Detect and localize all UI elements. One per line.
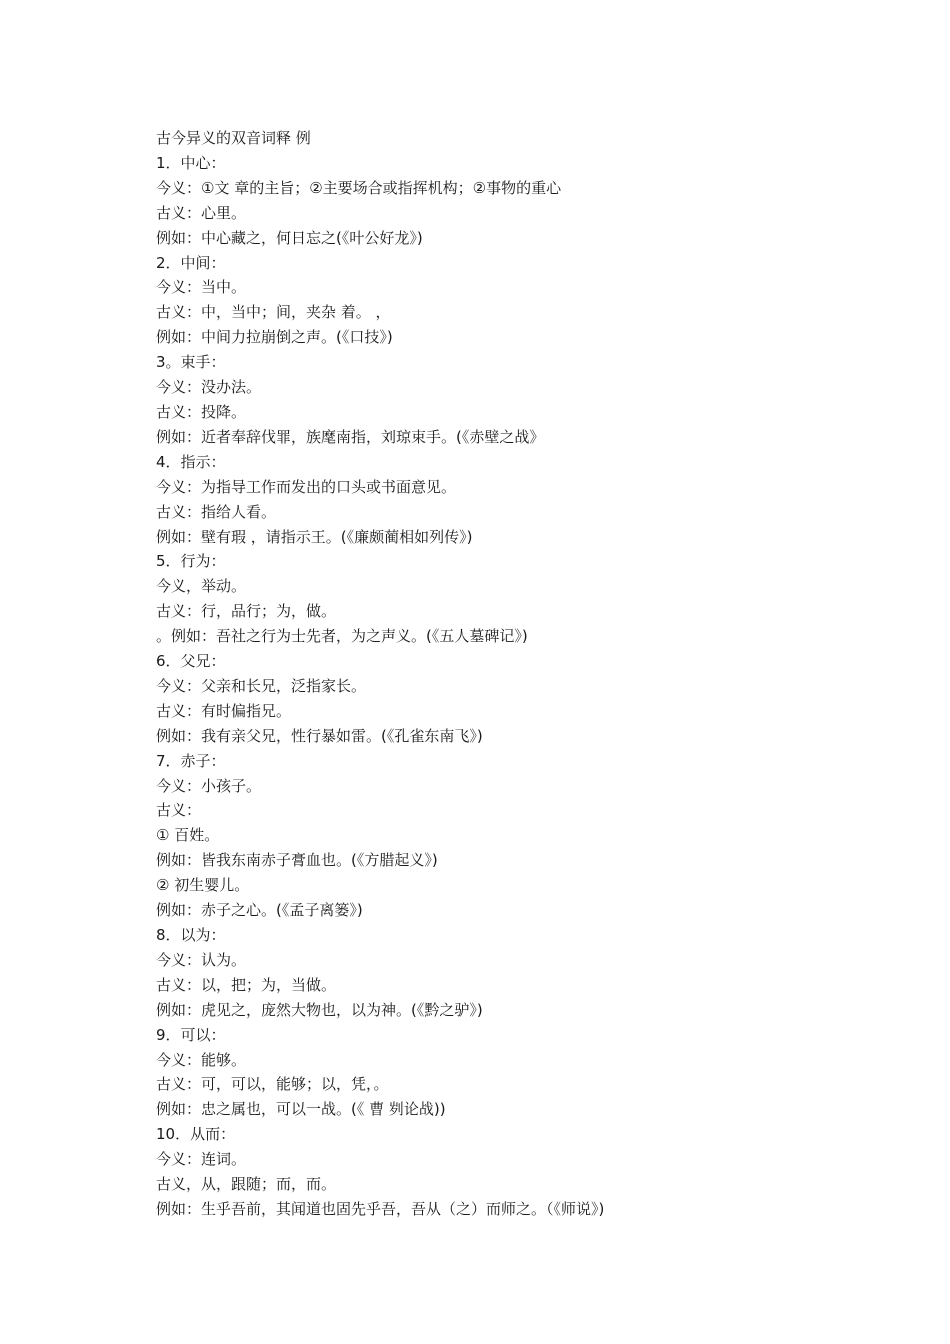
example-line: 例如：生乎吾前，其闻道也固先乎吾，吾从（之）而师之。（《师说》) — [156, 1199, 605, 1218]
ancient-meaning: 古义：可，可以，能够；以，凭，。 — [156, 1075, 389, 1094]
entry-heading: 2．中间： — [156, 253, 226, 272]
modern-meaning: 今义：当中。 — [156, 278, 247, 297]
modern-meaning: 今义：小孩子。 — [156, 776, 262, 795]
sub-meaning: ① 百姓。 — [156, 826, 220, 845]
example-line: 例如：皆我东南赤子膏血也。(《方腊起义》) — [156, 851, 438, 870]
ancient-meaning: 古义：有时偏指兄。 — [156, 701, 292, 720]
entry-heading: 1．中心： — [156, 153, 226, 172]
example-line: 例如：虎见之，庞然大物也，以为神。(《黔之驴》) — [156, 1000, 483, 1019]
ancient-meaning: 古义：指给人看。 — [156, 502, 277, 521]
ancient-meaning: 古义：投降。 — [156, 402, 247, 421]
ancient-meaning: 古义，从，跟随；而，而。 — [156, 1175, 337, 1194]
ancient-meaning: 古义：中，当中；间，夹杂 着。 ， — [156, 303, 391, 322]
entry-heading: 6．父兄： — [156, 652, 226, 671]
example-line: 例如：中心藏之，何日忘之(《叶公好龙》) — [156, 228, 423, 247]
ancient-meaning: 古义：行，品行；为，做。 — [156, 602, 337, 621]
modern-meaning: 今义：认为。 — [156, 950, 247, 969]
entry-heading: 8．以为： — [156, 926, 226, 944]
example-line: 例如：近者奉辞伐罪，族麾南指，刘琼束手。(《赤壁之战》 — [156, 427, 545, 446]
entry-heading: 4．指示： — [156, 452, 226, 471]
modern-meaning: 今义：能够。 — [156, 1050, 247, 1069]
modern-meaning: 今义：父亲和长兄，泛指家长。 — [156, 676, 367, 695]
ancient-meaning: 古义： — [156, 801, 202, 820]
document-body — [156, 126, 856, 1222]
document-title: 古今异义的双音词释 例 — [156, 129, 311, 147]
entry-heading: 5．行为： — [156, 552, 226, 571]
entry-heading: 9．可以： — [156, 1025, 226, 1044]
modern-meaning: 今义：①文 章的主旨；②主要场合或指挥机构；②事物的重心 — [156, 178, 562, 197]
example-line: 例如：壁有瑕 ，请指示王。(《廉颇蔺相如列传》) — [156, 527, 473, 546]
modern-meaning: 今义，举动。 — [156, 577, 247, 596]
entry-heading: 10．从而： — [156, 1125, 236, 1144]
modern-meaning: 今义：为指导工作而发出的口头或书面意见。 — [156, 477, 457, 496]
modern-meaning: 今义：没办法。 — [156, 378, 262, 397]
example-line: 例如：中间力拉崩倒之声。(《口技》) — [156, 328, 393, 347]
example-line: 。例如：吾社之行为士先者，为之声义。(《五人墓碑记》) — [156, 627, 528, 646]
entry-heading: 7．赤子： — [156, 751, 226, 770]
ancient-meaning: 古义：心里。 — [156, 203, 247, 222]
entry-heading: 3。束手： — [156, 353, 226, 372]
example-line: 例如：忠之属也，可以一战。(《 曹 刿论战)) — [156, 1100, 446, 1119]
example-line: 例如：赤子之心。(《孟子离篓》) — [156, 901, 363, 920]
example-line: 例如：我有亲父兄，性行暴如雷。(《孔雀东南飞》) — [156, 726, 483, 745]
ancient-meaning: 古义：以，把；为，当做。 — [156, 975, 337, 994]
modern-meaning: 今义：连词。 — [156, 1150, 247, 1169]
sub-meaning: ② 初生婴儿。 — [156, 876, 250, 895]
